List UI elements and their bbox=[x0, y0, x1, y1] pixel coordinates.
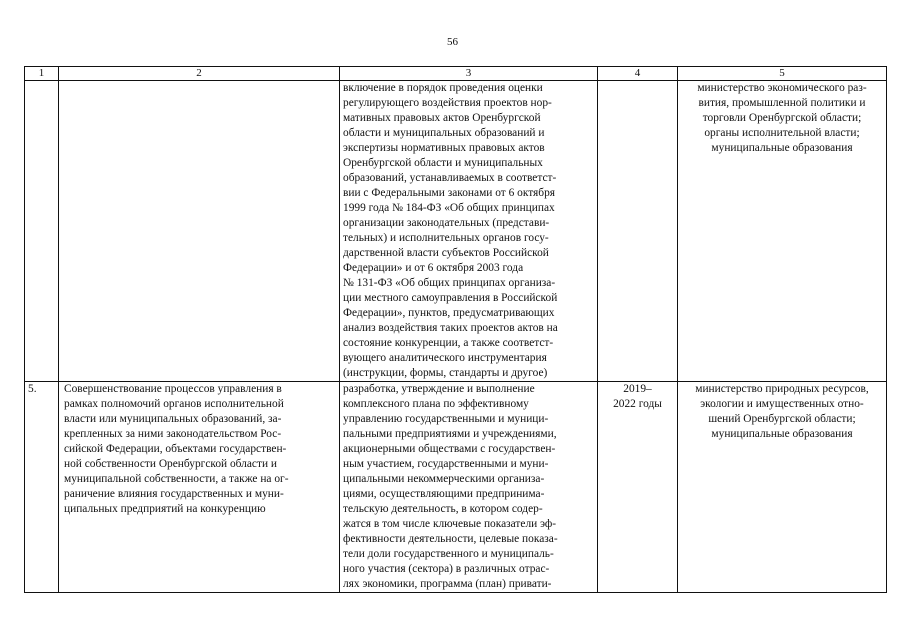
term-cell bbox=[598, 382, 678, 593]
column-header-number: 1 bbox=[25, 67, 59, 81]
table-header-row bbox=[25, 67, 887, 81]
term-text: 2019– 2022 годы bbox=[613, 383, 662, 410]
measures-cell bbox=[340, 81, 598, 382]
column-header-activity: 2 bbox=[59, 67, 340, 81]
executors-text: министерство природных ресурсов, экологии и имущественных отно- шений Оренбургской области; муниципальные образования bbox=[695, 383, 869, 440]
page-number: 56 bbox=[447, 36, 458, 48]
term-cell bbox=[598, 81, 678, 382]
column-header-measures: 3 bbox=[340, 67, 598, 81]
activity-text: Совершенствование процессов управления в рамках полномочий органов исполнительной власти или муниципальных образований, за- крепленных за ними законодательством Рос- сийской Федерации, объектами государствен- ной собственности Оренбургской области и муниципальной собственности, а также на ог- раничение влияния государственных и муни- ципальных предприятий на конкуренцию bbox=[64, 383, 289, 515]
measures-text: разработка, утверждение и выполнение комплексного плана по эффективному управлению государственными и муници- пальными предприятиями и учреждениями, акционерными обществами с государствен- ным участием, государственными и муни- ципальными некоммерческими организа- циями, осуществляющими предпринима- тельскую деятельность, в котором содер- жатся в том числе ключевые показатели эф- фективности деятельности, целевые показа- тели доли государственного и муниципаль- ного участия (сектора) в различных отрас- лях экономики, программа (план) привати- bbox=[343, 383, 558, 590]
executors-text: министерство экономического раз- вития, промышленной политики и торговли Оренбургской области; органы исполнительной власти; муниципальные образования bbox=[697, 82, 867, 154]
column-header-term: 4 bbox=[598, 67, 678, 81]
row-number-text: 5. bbox=[28, 383, 37, 395]
measures-cell bbox=[340, 382, 598, 593]
row-number bbox=[25, 382, 59, 593]
measures-text: включение в порядок проведения оценки регулирующего воздействия проектов нор- мативных правовых актов Оренбургской области и муниципальных образований и экспертизы нормативных правовых актов Оренбургской области и муниципальных образований, устанавливаемых в соответст- вии с Федеральными законами от 6 октября 1999 года № 184-ФЗ «Об общих принципах организации законодательных (представи- тельных) и исполнительных органов госу- дарственной власти субъектов Российской Федерации» и от 6 октября 2003 года № 131-ФЗ «Об общих принципах организа- ции местного самоуправления в Российской Федерации», пунктов, предусматривающих анализ воздействия таких проектов актов на состояние конкуренции, а также соответст- вующего аналитического инструментария (инструкции, формы, стандарты и другое) bbox=[343, 82, 558, 379]
activity-cell bbox=[59, 81, 340, 382]
table-row bbox=[25, 81, 887, 382]
executors-cell bbox=[678, 382, 887, 593]
row-number bbox=[25, 81, 59, 382]
table-row bbox=[25, 382, 887, 593]
measures-table bbox=[24, 66, 887, 593]
executors-cell bbox=[678, 81, 887, 382]
activity-cell bbox=[59, 382, 340, 593]
column-header-executors: 5 bbox=[678, 67, 887, 81]
